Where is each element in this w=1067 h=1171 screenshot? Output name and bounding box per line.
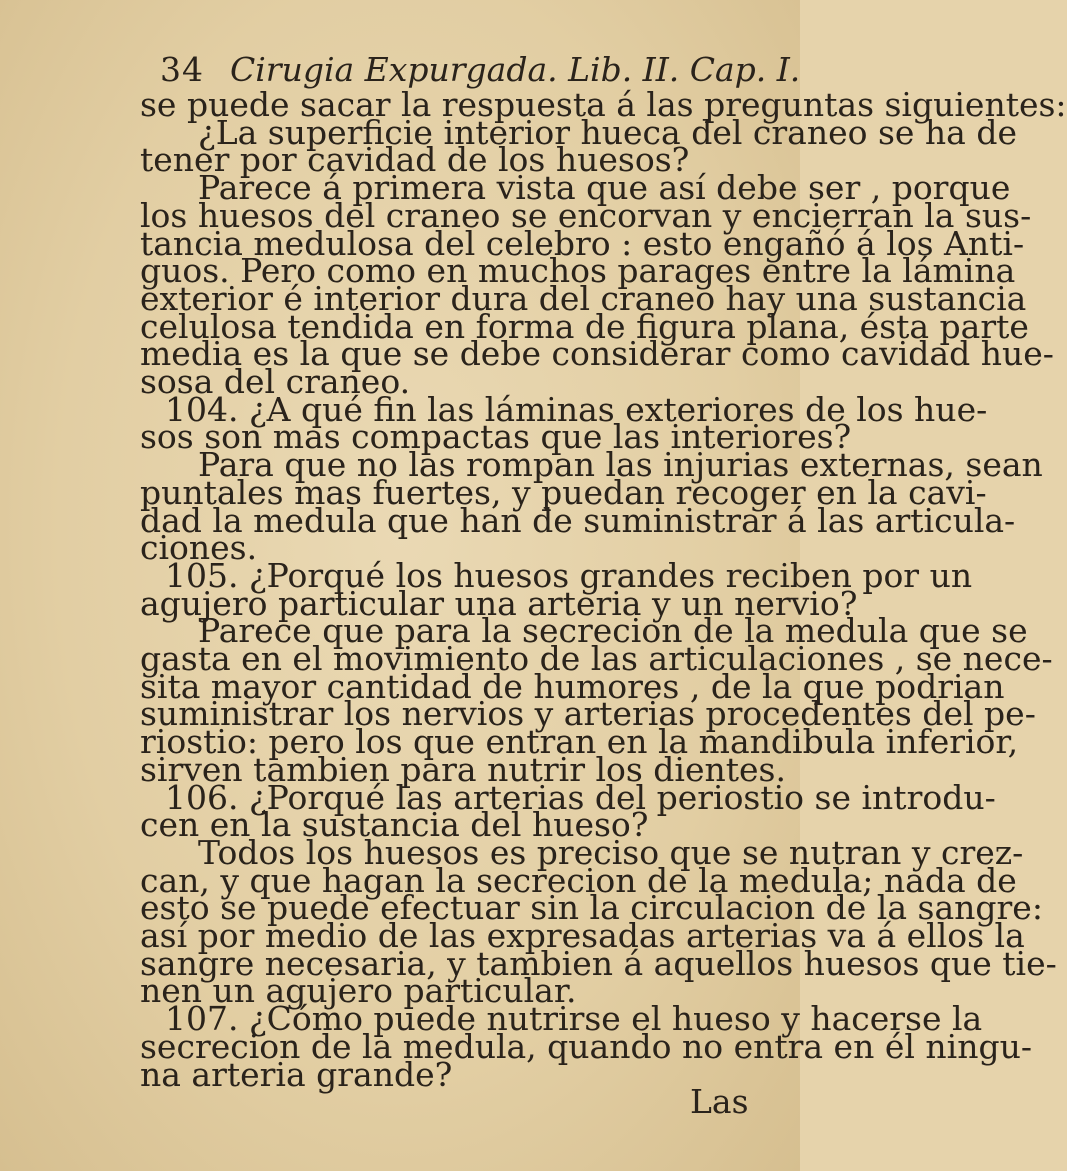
text-line: 104. ¿A qué fin las láminas exteriores de los hue-: [165, 389, 988, 429]
text-line: los huesos del craneo se encorvan y encierran la sus-: [140, 195, 1032, 235]
text-line: na arteria grande?: [140, 1054, 453, 1094]
text-line: gasta en el movimiento de las articulaciones , se nece-: [140, 639, 1053, 679]
text-line: agujero particular una arteria y un nervio?: [140, 583, 858, 623]
text-line: ¿La superficie interior hueca del craneo se ha de: [198, 112, 1017, 152]
text-line: esto se puede efectuar sin la circulacion de la sangre:: [140, 888, 1043, 928]
text-line: suministrar los nervios y arterias procedentes del pe-: [140, 694, 1036, 734]
text-line: guos. Pero como en muchos parages entre la lámina: [140, 251, 1016, 291]
text-line: se puede sacar la respuesta á las preguntas siguientes:: [140, 85, 1067, 124]
text-line: exterior é interior dura del craneo hay una sustancia: [140, 278, 1027, 318]
text-line: puntales mas fuertes, y puedan recoger en la cavi-: [140, 472, 987, 512]
text-line: 106. ¿Porqué las arterias del periostio se introdu-: [165, 777, 996, 817]
page-header: [160, 50, 801, 90]
text-line: ciones.: [140, 528, 258, 568]
text-line: 107. ¿Cómo puede nutrirse el hueso y hacerse la: [165, 999, 983, 1039]
text-line: celulosa tendida en forma de figura plana, ésta parte: [140, 306, 1029, 346]
text-line: sangre necesaria, y tambien á aquellos huesos que tie-: [140, 943, 1057, 983]
text-line: Parece á primera vista que así debe ser , porque: [198, 168, 1011, 208]
page-number: 34: [160, 50, 204, 89]
catchword: Las: [690, 1082, 749, 1122]
text-line: riostio: pero los que entran en la mandibula inferior,: [140, 722, 1019, 762]
text-line: Para que no las rompan las injurias externas, sean: [198, 445, 1043, 485]
text-line: tener por cavidad de los huesos?: [140, 140, 690, 180]
text-line: secrecion de la medula, quando no entra en él ningu-: [140, 1026, 1032, 1066]
text-line: Todos los huesos es preciso que se nutran y crez-: [198, 832, 1024, 872]
text-line: sirven tambien para nutrir los dientes.: [140, 749, 786, 789]
text-line: Parece que para la secrecion de la medula que se: [198, 611, 1028, 651]
text-line: tancia medulosa del celebro : esto engañó á los Anti-: [140, 223, 1025, 263]
text-line: 105. ¿Porqué los huesos grandes reciben por un: [165, 555, 973, 595]
text-line: can, y que hagan la secrecion de la medula; nada de: [140, 860, 1017, 900]
running-title: Cirugia Expurgada. Lib. II. Cap. I.: [230, 50, 801, 89]
text-line: sita mayor cantidad de humores , de la que podrian: [140, 666, 1005, 706]
text-line: nen un agujero particular.: [140, 971, 577, 1011]
text-line: cen en la sustancia del hueso?: [140, 805, 649, 845]
text-line: sos son mas compactas que las interiores?: [140, 417, 852, 457]
text-line: así por medio de las expresadas arterias va á ellos la: [140, 916, 1025, 956]
text-line: media es la que se debe considerar como cavidad hue-: [140, 334, 1054, 374]
text-line: sosa del craneo.: [140, 362, 411, 402]
text-line: dad la medula que han de suministrar á las articula-: [140, 500, 1016, 540]
